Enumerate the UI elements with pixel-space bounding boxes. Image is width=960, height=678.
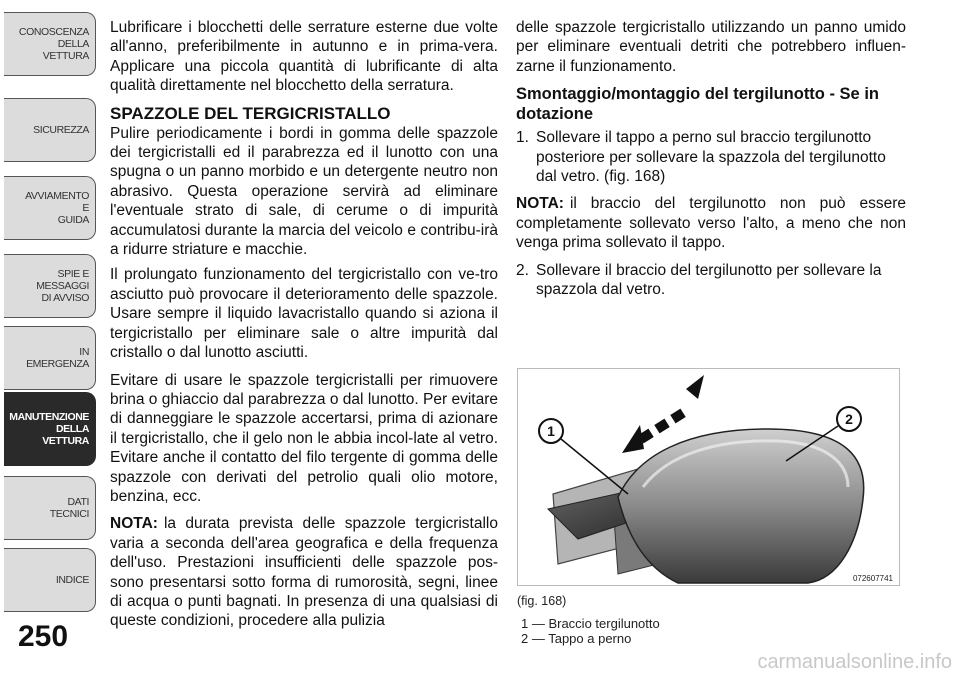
list-item xyxy=(516,128,906,186)
tab-label-line: MESSAGGI xyxy=(36,280,89,292)
figure-caption: (fig. 168) xyxy=(517,594,567,608)
legend-item: 1 — Braccio tergilunotto xyxy=(521,616,660,631)
legend-item: 2 — Tappo a perno xyxy=(521,631,632,646)
tab-in-emergenza[interactable] xyxy=(4,326,96,390)
figure-code: 072607741 xyxy=(852,574,893,583)
tab-label-line: TECNICI xyxy=(49,508,89,520)
tab-label-line: GUIDA xyxy=(57,214,89,226)
note-label: NOTA: xyxy=(110,515,158,533)
tab-label-line: IN xyxy=(79,346,89,358)
tab-conoscenza-della-vettura[interactable] xyxy=(4,12,96,76)
tab-label-line: CONOSCENZA xyxy=(18,26,89,38)
list-number: 1. xyxy=(516,129,529,147)
paragraph: delle spazzole tergicristallo utilizzando un panno umido per eliminare eventuali detriti che potrebbero influen-zarne il funzionamento. xyxy=(516,19,906,75)
tab-label-line: DI AVVISO xyxy=(41,292,89,304)
figure-legend xyxy=(521,616,660,646)
paragraph: Lubrificare i blocchetti delle serrature esterne due volte all'anno, preferibilmente in autunno e in prima-vera. Applicare una piccola quantità di lubrificante di alta qualità direttamente nel blocchetto della serratura. xyxy=(110,19,498,95)
note-label: NOTA: xyxy=(516,195,564,213)
tab-label-line: AVVIAMENTO xyxy=(25,190,89,202)
tab-label-line: SICUREZZA xyxy=(33,124,89,136)
list-text: Sollevare il tappo a perno sul braccio tergilunotto posteriore per sollevare la spazzola del tergilunotto dal vetro. (fig. 168) xyxy=(536,129,886,186)
tab-manutenzione-della-vettura[interactable] xyxy=(4,392,96,466)
page-number: 250 xyxy=(18,620,69,653)
note-text: il braccio del tergilunotto non può essere completamente sollevato verso l'alto, a meno che non venga prima sollevato il tappo. xyxy=(516,195,906,252)
paragraph: Il prolungato funzionamento del tergicristallo con ve-tro asciutto può provocare il deterioramento delle spazzole. Usare sempre il liquido lavacristallo quando si aziona il tergicristallo per eliminare sale o altre impurità dal cristallo o dal lunotto asciutti. xyxy=(110,266,498,362)
right-text-column xyxy=(516,18,906,307)
note-paragraph xyxy=(516,194,906,252)
left-text-column xyxy=(110,18,498,639)
tab-avviamento-e-guida[interactable] xyxy=(4,176,96,240)
subsection-heading: Smontaggio/montaggio del tergilunotto - Se in dotazione xyxy=(516,85,879,124)
list-text: Sollevare il braccio del tergilunotto per sollevare la spazzola dal vetro. xyxy=(536,261,882,299)
paragraph: Pulire periodicamente i bordi in gomma delle spazzole dei tergicristalli ed il parabrezza ed il lunotto con una spugna o un panno morbido e un detergente neutro non abrasivo. Questa operazione servirà ad eliminare l'eventuale strato di sale, di cerume o di impurità accumulatosi durante la marcia del veicolo e contribu-irà a ridurre striature e macchie. xyxy=(110,124,498,259)
tab-label-line: EMERGENZA xyxy=(26,358,89,370)
paragraph: Evitare di usare le spazzole tergicristalli per rimuovere brina o ghiaccio dal parabrezza o dal lunotto. Per evitare di danneggiare le spazzole accertarsi, prima di azionare il tergicristallo, che il gelo non le abbia incol-late al vetro. Evitare anche il contatto del filo tergente di gomma delle spazzole con derivati del petrolio quali olio motore, benzina, ecc. xyxy=(110,371,498,505)
callout-1-label: 1 xyxy=(547,423,555,439)
watermark: carmanualsonline.info xyxy=(757,651,952,673)
tab-label-line: VETTURA xyxy=(42,50,89,62)
tab-label-line: DELLA xyxy=(56,423,89,435)
tab-sicurezza[interactable] xyxy=(4,98,96,162)
tab-label-line: VETTURA xyxy=(42,435,89,447)
section-heading: SPAZZOLE DEL TERGICRISTALLO xyxy=(110,103,391,123)
tab-label-line: DATI xyxy=(67,496,89,508)
list-item xyxy=(516,261,906,300)
tab-label-line: E xyxy=(82,202,89,214)
callout-2-label: 2 xyxy=(845,411,853,427)
tab-label-line: SPIE E xyxy=(57,268,89,280)
wiper-figure xyxy=(517,368,900,586)
tab-dati-tecnici[interactable] xyxy=(4,476,96,540)
note-paragraph xyxy=(110,514,498,630)
tab-label-line: INDICE xyxy=(55,574,89,586)
list-number: 2. xyxy=(516,261,529,279)
note-text: la durata prevista delle spazzole tergicristallo varia a seconda dell'area geografica e della frequenza dell'uso. Prestazioni insufficienti delle spazzole pos-sono presentarsi sotto forma di rumorosità, segni, linee di acqua o punti bagnati. In presenza di una qualsiasi di queste condizioni, procedere alla pulizia xyxy=(110,515,498,630)
tab-label-line: MANUTENZIONE xyxy=(9,411,89,423)
tab-label-line: DELLA xyxy=(57,38,89,50)
tab-spie-e-messaggi[interactable] xyxy=(4,254,96,318)
tab-indice[interactable] xyxy=(4,548,96,612)
chapter-sidebar xyxy=(0,0,102,678)
wiper-illustration xyxy=(518,369,899,585)
